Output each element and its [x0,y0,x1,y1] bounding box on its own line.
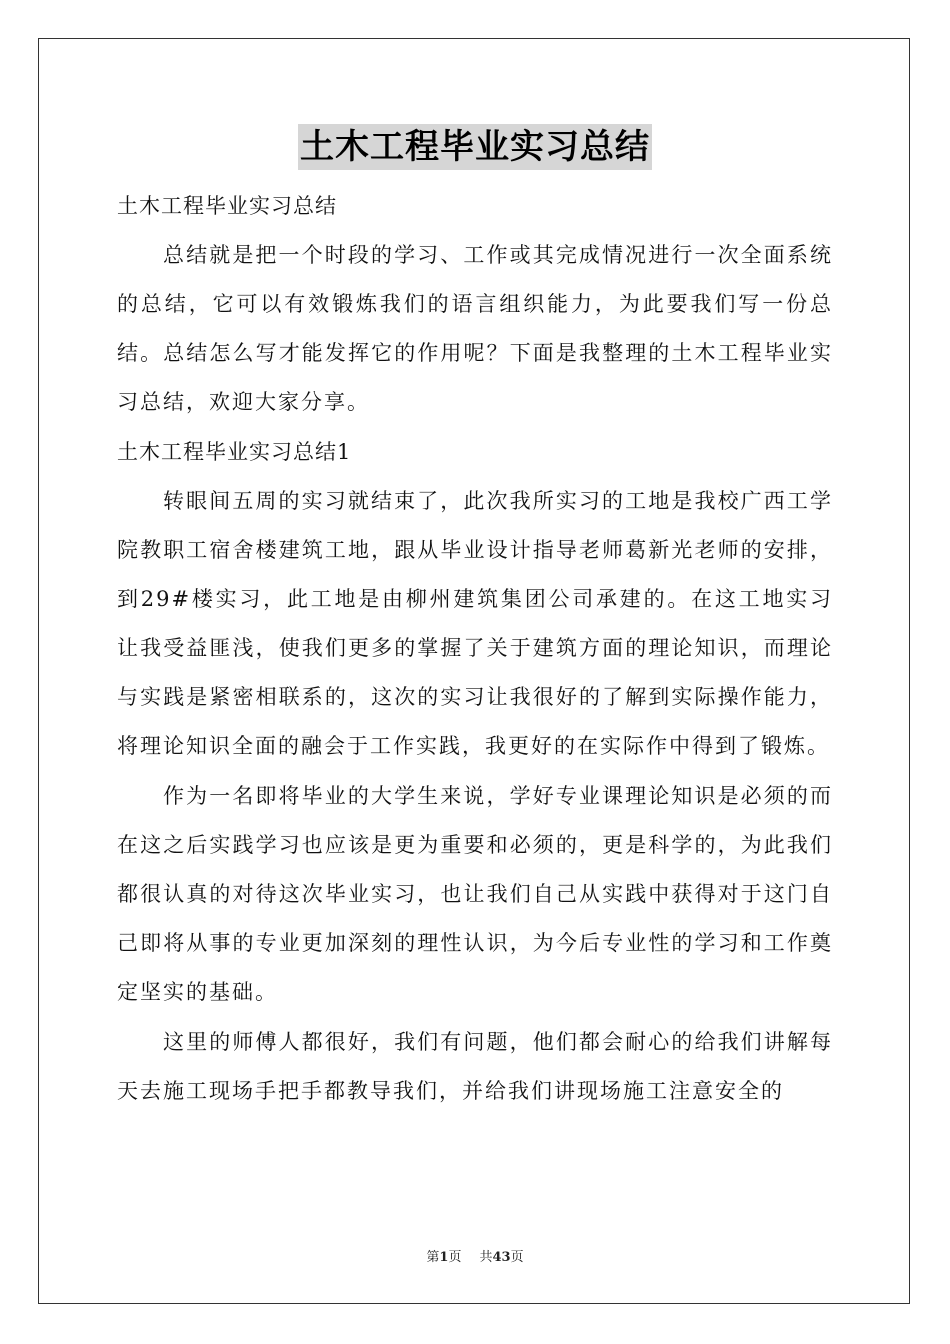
intro-paragraph: 总结就是把一个时段的学习、工作或其完成情况进行一次全面系统的总结，它可以有效锻炼我们的语言组织能力，为此要我们写一份总结。总结怎么写才能发挥它的作用呢？下面是我整理的土木工程毕业实习总结，欢迎大家分享。 [117,243,833,414]
page-prefix: 第 [426,1250,440,1265]
body-paragraph: 作为一名即将毕业的大学生来说，学好专业课理论知识是必须的而在这之后实践学习也应该是更为重要和必须的，更是科学的，为此我们都很认真的对待这次毕业实习，也让我们自己从实践中获得对于这门自己即将从事的专业更加深刻的理性认识，为今后专业性的学习和工作奠定坚实的基础。 [117,784,833,1004]
section-heading: 土木工程毕业实习总结1 [117,440,352,464]
page-footer [0,1246,950,1265]
body-paragraph: 这里的师傅人都很好，我们有问题，他们都会耐心的给我们讲解每天去施工现场手把手都教导我们，并给我们讲现场施工注意安全的 [117,1030,833,1103]
subtitle-heading: 土木工程毕业实习总结 [117,194,337,218]
page-number: 1 [439,1250,449,1265]
page-suffix: 页 [448,1250,462,1265]
document-title: 土木工程毕业实习总结 [298,124,652,170]
total-suffix: 页 [510,1250,524,1265]
total-pages: 43 [492,1250,511,1265]
body-paragraph: 转眼间五周的实习就结束了，此次我所实习的工地是我校广西工学院教职工宿舍楼建筑工地，跟从毕业设计指导老师葛新光老师的安排，到29#楼实习，此工地是由柳州建筑集团公司承建的。在这工地实习让我受益匪浅，使我们更多的掌握了关于建筑方面的理论知识，而理论与实践是紧密相联系的，这次的实习让我很好的了解到实际操作能力，将理论知识全面的融会于工作实践，我更好的在实际作中得到了锻炼。 [117,489,833,758]
document-body [117,182,833,1117]
title-container [0,124,950,170]
total-prefix: 共 [479,1250,493,1265]
